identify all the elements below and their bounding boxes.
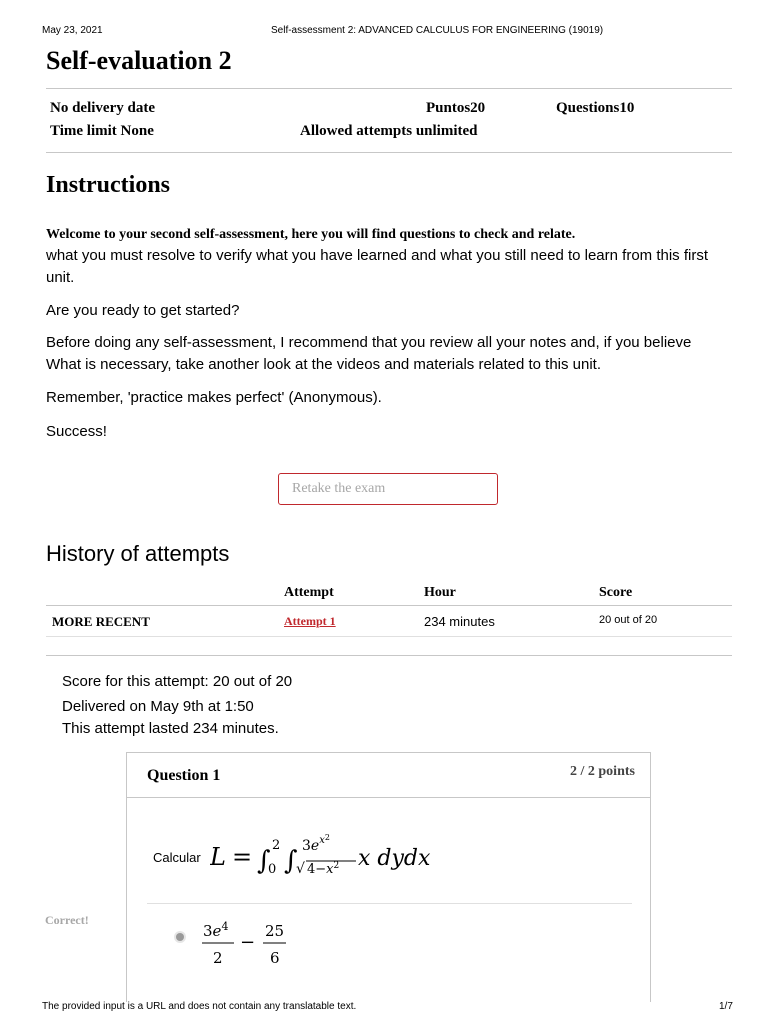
- formula-inner-upper: $3e^{x2}$: [302, 833, 330, 854]
- divider-top: [46, 88, 732, 89]
- answer-radio[interactable]: [176, 933, 184, 941]
- instructions-paragraph: Success!: [46, 423, 107, 440]
- history-header-attempt: Attempt: [284, 585, 334, 600]
- formula-integral-inner: ∫: [284, 846, 298, 876]
- instructions-paragraph: Before doing any self-assessment, I recommend that you review all your notes and, if you believe What is necessary, take another look at the videos and materials related to this unit.: [46, 334, 692, 373]
- formula-integrand: x dydx: [358, 846, 431, 871]
- history-row-label: MORE RECENT: [52, 614, 150, 629]
- formula-inner-lower-root: √: [296, 861, 305, 877]
- formula-lead: Calcular: [153, 850, 201, 865]
- page-title: Self-evaluation 2: [46, 46, 232, 75]
- question-title: Question 1: [147, 767, 221, 784]
- question-header-divider: [127, 797, 650, 798]
- answer-numerator-2: 25: [265, 922, 285, 940]
- attempt-delivered: Delivered on May 9th at 1:50: [62, 698, 254, 715]
- attempt-1-link[interactable]: Attempt 1: [284, 614, 336, 628]
- meta-attempts: Allowed attempts unlimited: [300, 123, 478, 139]
- answer-denominator-2: 6: [270, 949, 280, 967]
- integral-formula: [210, 823, 450, 883]
- meta-points: Puntos20: [426, 100, 486, 116]
- history-header-score: Score: [599, 585, 633, 600]
- formula-equals: =: [232, 843, 253, 871]
- history-bottom-divider: [46, 655, 732, 656]
- instructions-title: Instructions: [46, 172, 171, 198]
- divider-meta: [46, 152, 732, 153]
- meta-questions: Questions10: [556, 100, 635, 116]
- footer-page-number: 1/7: [719, 1001, 733, 1012]
- instructions-paragraph: Remember, 'practice makes perfect' (Anonymous).: [46, 389, 382, 406]
- attempt-duration: This attempt lasted 234 minutes.: [62, 720, 279, 737]
- footer-note: The provided input is a URL and does not contain any translatable text.: [42, 1001, 357, 1012]
- formula-outer-lower: 0: [268, 862, 277, 877]
- retake-exam-button[interactable]: Retake the exam: [278, 473, 498, 505]
- meta-delivery: No delivery date: [50, 100, 155, 116]
- instructions-paragraph: Are you ready to get started?: [46, 302, 240, 319]
- answer-divider: [147, 903, 632, 904]
- attempt-score: Score for this attempt: 20 out of 20: [62, 673, 293, 690]
- history-title: History of attempts: [46, 541, 230, 566]
- formula-L: L: [210, 843, 226, 871]
- meta-time-limit: Time limit None: [50, 123, 154, 139]
- history-row-hour: 234 minutes: [424, 614, 495, 629]
- answer-formula: [200, 917, 300, 969]
- instructions-paragraph: what you must resolve to verify what you have learned and what you still need to learn from this first unit.: [46, 247, 708, 286]
- history-row-score: 20 out of 20: [599, 614, 658, 626]
- history-header-divider: [46, 605, 732, 606]
- formula-integral-outer: ∫: [257, 846, 271, 876]
- answer-denominator-1: 2: [213, 949, 223, 967]
- question-points: 2 / 2 points: [570, 764, 635, 779]
- answer-numerator-1: $3e^4$: [203, 920, 229, 940]
- correct-label: Correct!: [45, 913, 89, 927]
- answer-minus: −: [240, 932, 256, 953]
- print-date: May 23, 2021: [42, 25, 103, 36]
- history-row-divider: [46, 636, 732, 637]
- instructions-intro: Welcome to your second self-assessment, here you will find questions to check and relate.: [46, 227, 576, 242]
- formula-inner-lower: $4-x^2$: [307, 861, 340, 877]
- formula-outer-upper: 2: [272, 838, 281, 853]
- history-header-hour: Hour: [424, 585, 456, 600]
- print-title: Self-assessment 2: ADVANCED CALCULUS FOR ENGINEERING (19019): [271, 25, 604, 36]
